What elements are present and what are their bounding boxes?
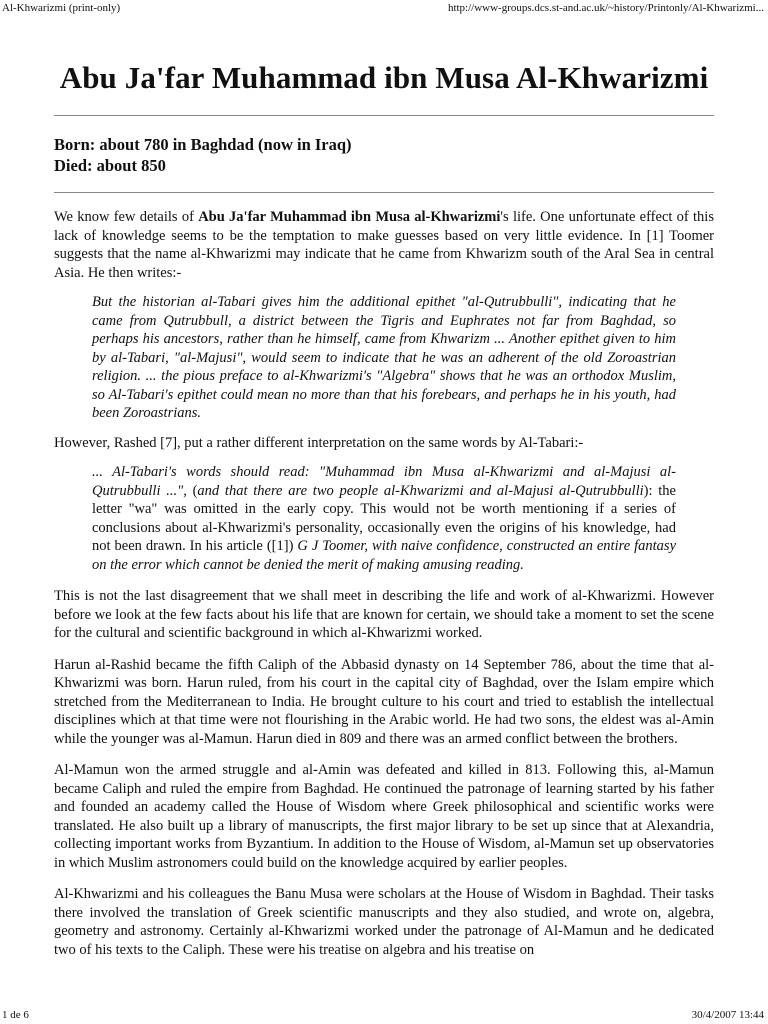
print-timestamp: 30/4/2007 13:44: [691, 1009, 764, 1021]
paragraph-2: However, Rashed [7], put a rather different interpretation on the same words by Al-Tabari:-: [54, 434, 584, 451]
article-body: [54, 208, 714, 959]
paragraph-5: Al-Mamun won the armed struggle and al-Amin was defeated and killed in 813. Following this, al-Mamun became Caliph and ruled the empire from Baghdad. He continued the patronage of learning started by his father and founded an academy called the House of Wisdom where Greek philosophical and scientific works were translated. He also built up a library of manuscripts, the first major library to be set up since that at Alexandria, collecting important works from Byzantium. In addition to the House of Wisdom, al-Mamun set up observatories in which Muslim astronomers could build on the knowledge acquired by earlier peoples.: [54, 762, 714, 871]
document-page: [54, 58, 714, 959]
title-divider: [54, 115, 714, 116]
paragraph-1: [54, 208, 714, 282]
page-number: 1 de 6: [2, 1009, 29, 1021]
quote-part-a: ... Al-Tabari's words should read: "Muhammad ibn Musa al-Khwarizmi and al-Majusi al-Qutrubbulli ...",: [92, 464, 676, 499]
dates-divider: [54, 192, 714, 193]
paragraph-6: Al-Khwarizmi and his colleagues the Banu Musa were scholars at the House of Wisdom in Baghdad. Their tasks there involved the translation of Greek scientific manuscripts and they also studied, and wrote on, algebra, geometry and astronomy. Certainly al-Khwarizmi worked under the patronage of Al-Mamun and he dedicated two of his texts to the Caliph. These were his treatise on algebra and his treatise on: [54, 886, 714, 958]
quote-part-f: G J Toomer, with naive confidence, constructed an entire fantasy on the error which cannot be denied the merit of making amusing reading.: [92, 538, 676, 573]
page-title: Abu Ja'far Muhammad ibn Musa Al-Khwarizmi: [59, 60, 709, 95]
quote-part-d: ): the letter "wa" was omitted in the early copy. This would not be worth mentioning if a series of conclusions about al-Khwarizmi's personality, occasionally even the origins of his knowledge, had not been drawn. In his article: [92, 482, 676, 554]
quote-paren-open: (: [192, 482, 198, 499]
died-line: Died: about 850: [54, 156, 166, 175]
paragraph-3: This is not the last disagreement that we shall meet in describing the life and work of al-Khwarizmi. However before we look at the few facts about his life that are known for certain, we should take a moment to set the scene for the cultural and scientific background in which al-Khwarizmi worked.: [54, 588, 714, 641]
paragraph-4: Harun al-Rashid became the fifth Caliph of the Abbasid dynasty on 14 September 786, about the time that al-Khwarizmi was born. Harun ruled, from his court in the capital city of Baghdad, over the Islam empire which stretched from the Mediterranean to India. He brought culture to his court and tried to establish the intellectual disciplines which at that time were not flourishing in the Arabic world. He had two sons, the eldest was al-Amin while the younger was al-Mamun. Harun died in 809 and there was an armed conflict between the brothers.: [54, 656, 714, 747]
print-header-url: http://www-groups.dcs.st-and.ac.uk/~history/Printonly/Al-Khwarizmi...: [447, 2, 764, 14]
blockquote-rashed: [92, 463, 676, 574]
paragraph-1-intro: We know few details of: [54, 209, 199, 225]
print-header: [0, 0, 768, 16]
quote-reference: ([1]): [266, 538, 294, 554]
quote-part-c: and that there are two people al-Khwarizmi and al-Majusi al-Qutrubbulli: [197, 482, 644, 499]
print-header-title: Al-Khwarizmi (print-only): [2, 2, 121, 14]
biography-dates: [54, 134, 714, 176]
born-line: Born: about 780 in Baghdad (now in Iraq): [54, 135, 352, 154]
blockquote-tabari: But the historian al-Tabari gives him the additional epithet "al-Qutrubbulli", indicating that he came from Qutrubbull, a district between the Tigris and Euphrates not far from Baghdad, so perhaps his ancestors, rather than he himself, came from Khwarizm ... Another epithet given to him by al-Tabari, "al-Majusi", would seem to indicate that he was an adherent of the old Zoroastrian religion. ... the pious preface to al-Khwarizmi's "Algebra" shows that he was an orthodox Muslim, so Al-Tabari's epithet could mean no more than that his forebears, and perhaps he in his youth, had been Zoroastrians.: [92, 294, 676, 421]
print-footer: [0, 1008, 768, 1024]
subject-name: Abu Ja'far Muhammad ibn Musa al-Khwarizmi: [198, 209, 501, 225]
paragraph-1-rest: 's life. One unfortunate effect of this lack of knowledge seems to be the temptation to make guesses based on very little evidence. In [1] Toomer suggests that the name al-Khwarizmi may indicate that he came from Khwarizm south of the Aral Sea in central Asia. He then writes:-: [54, 209, 714, 281]
